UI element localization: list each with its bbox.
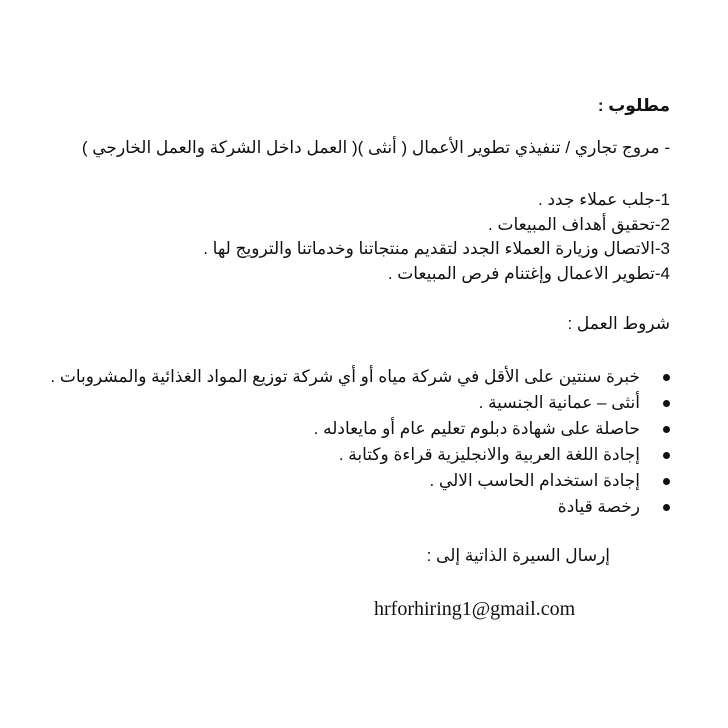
task-item: 3-الاتصال وزيارة العملاء الجدد لتقديم منتجاتنا وخدماتنا والترويج لها . bbox=[203, 239, 670, 258]
condition-item bbox=[50, 390, 640, 416]
conditions-heading: شروط العمل : bbox=[567, 314, 670, 333]
contact-email: hrforhiring1@gmail.com bbox=[374, 598, 576, 620]
condition-item bbox=[50, 494, 640, 520]
condition-text: حاصلة على شهادة دبلوم تعليم عام أو مايعادله . bbox=[313, 419, 640, 438]
condition-text: إجادة استخدام الحاسب الالي . bbox=[429, 471, 640, 490]
task-item: 1-جلب عملاء جدد . bbox=[538, 190, 670, 209]
condition-text: خبرة سنتين على الأقل في شركة مياه أو أي شركة توزيع المواد الغذائية والمشروبات . bbox=[50, 367, 640, 386]
send-cv-label: إرسال السيرة الذاتية إلى : bbox=[426, 546, 610, 565]
condition-text: أنثى – عمانية الجنسية . bbox=[478, 393, 640, 412]
bullet-icon bbox=[663, 452, 670, 459]
bullet-icon bbox=[663, 478, 670, 485]
task-list bbox=[203, 188, 670, 286]
condition-item bbox=[50, 468, 640, 494]
condition-item bbox=[50, 364, 640, 390]
condition-item bbox=[50, 442, 640, 468]
task-item: 2-تحقيق أهداف المبيعات . bbox=[488, 214, 670, 234]
job-title-line: - مروج تجاري / تنفيذي تطوير الأعمال ( أنثى )( العمل داخل الشركة والعمل الخارجي ) bbox=[81, 138, 670, 157]
bullet-icon bbox=[663, 374, 670, 381]
bullet-icon bbox=[663, 426, 670, 433]
bullet-icon bbox=[663, 504, 670, 511]
task-item: 4-تطوير الاعمال وإغتنام فرص المبيعات . bbox=[387, 263, 670, 283]
condition-text: إجادة اللغة العربية والانجليزية قراءة وكتابة . bbox=[338, 445, 640, 464]
condition-item bbox=[50, 416, 640, 442]
condition-text: رخصة قيادة bbox=[557, 497, 640, 516]
bullet-icon bbox=[663, 400, 670, 407]
conditions-list bbox=[50, 364, 640, 520]
posting-heading: مطلوب : bbox=[597, 96, 670, 115]
